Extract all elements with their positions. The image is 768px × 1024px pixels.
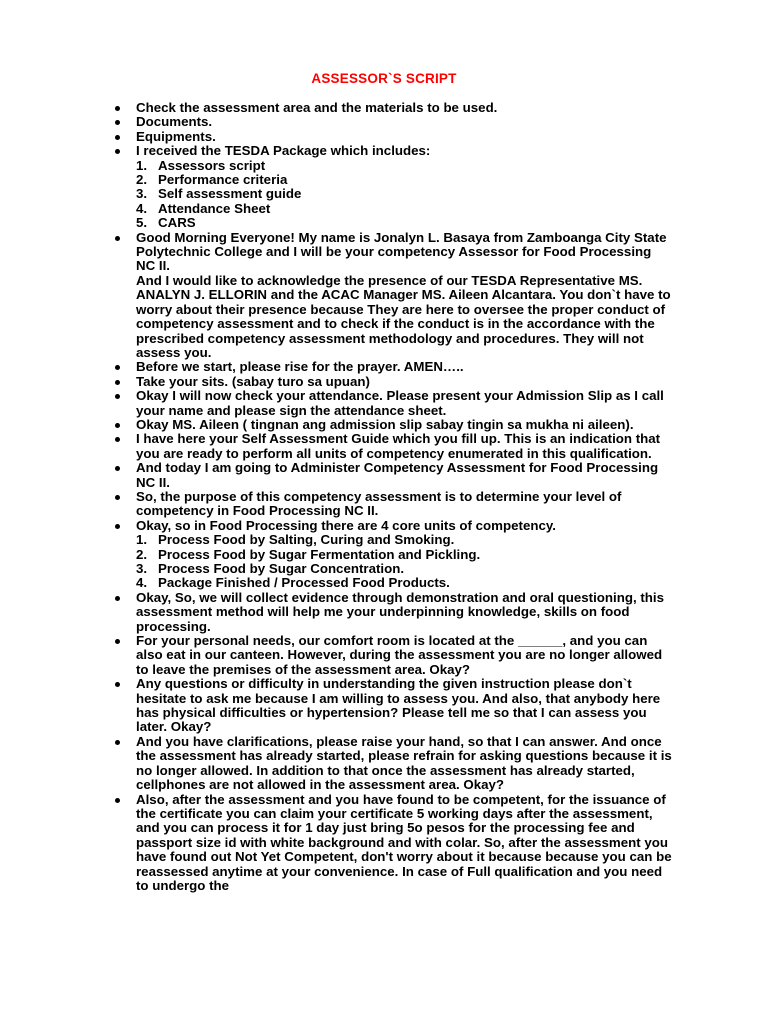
list-item xyxy=(112,130,672,144)
item-number: 4. xyxy=(136,200,148,216)
item-text: And you have clarifications, please raise your hand, so that I can answer. And once the assessment has already started, please refrain for asking questions because it is no longer allowed. In addition to that once the assessment has already started, cellphones are not allowed in the assessment area. Okay? xyxy=(136,733,672,793)
item-text: Take your sits. (sabay turo sa upuan) xyxy=(136,373,370,389)
item-text: For your personal needs, our comfort room is located at the ______, and you can also eat in our canteen. However, during the assessment you are no longer allowed to leave the premises of the assessment area. Okay? xyxy=(136,633,663,677)
bullet-icon xyxy=(115,596,120,601)
item-text: Documents. xyxy=(136,114,213,130)
list-item xyxy=(112,490,672,519)
item-text: Okay I will now check your attendance. Please present your Admission Slip as I call your name and please sign the attendance sheet. xyxy=(136,388,664,418)
list-item xyxy=(112,432,672,461)
list-item xyxy=(112,101,672,115)
bullet-icon xyxy=(115,682,120,687)
item-text: Check the assessment area and the materials to be used. xyxy=(136,100,498,115)
bullet-icon xyxy=(115,639,120,644)
package-list-item xyxy=(136,216,672,230)
document-body xyxy=(112,101,672,893)
bullet-icon xyxy=(115,149,120,154)
document-title: ASSESSOR`S SCRIPT xyxy=(311,71,457,86)
list-item xyxy=(112,375,672,389)
item-text: And today I am going to Administer Competency Assessment for Food Processing NC II. xyxy=(136,460,659,490)
item-number: 1. xyxy=(136,532,148,548)
bullet-icon xyxy=(115,120,120,125)
item-text: Assessors script xyxy=(158,157,266,173)
package-list-item xyxy=(136,202,672,216)
item-text: I have here your Self Assessment Guide which you fill up. This is an indication that you are ready to perform all units of competency enumerated in this qualification. xyxy=(136,431,661,461)
list-item xyxy=(112,360,672,374)
item-text: Process Food by Salting, Curing and Smoking. xyxy=(158,532,455,548)
bullet-icon xyxy=(115,740,120,745)
bullet-icon xyxy=(115,106,120,111)
package-list xyxy=(136,159,672,231)
units-list xyxy=(136,533,672,591)
package-list-item xyxy=(136,159,672,173)
bullet-icon xyxy=(115,236,120,241)
item-number: 1. xyxy=(136,157,148,173)
item-number: 3. xyxy=(136,186,148,202)
list-item xyxy=(112,519,672,591)
item-number: 2. xyxy=(136,172,148,188)
unit-list-item xyxy=(136,576,672,590)
item-text: Before we start, please rise for the prayer. AMEN….. xyxy=(136,359,464,375)
bullet-icon xyxy=(115,135,120,140)
item-number: 3. xyxy=(136,561,148,576)
bullet-icon xyxy=(115,423,120,428)
item-text: Process Food by Sugar Fermentation and Pickling. xyxy=(158,546,481,562)
list-item xyxy=(112,418,672,432)
list-item xyxy=(112,389,672,418)
bullet-icon xyxy=(115,380,120,385)
item-text: Equipments. xyxy=(136,128,216,144)
item-text: Self assessment guide xyxy=(158,186,302,202)
item-text: Good Morning Everyone! My name is Jonalyn L. Basaya from Zamboanga City State Polytechnic College and I will be your competency Assessor for Food Processing NC II. And I would like to acknowledge the presence of our TESDA Representative MS. ANALYN J. ELLORIN and the ACAC Manager MS. Aileen Alcantara. You don`t have to worry about their presence because They are here to oversee the proper conduct of competency assessment and to check if the conduct is in the accordance with the prescribed competency assessment methodology and procedures. They will not assess you. xyxy=(136,229,671,360)
item-text: CARS xyxy=(158,215,196,231)
item-text: Performance criteria xyxy=(158,172,288,188)
item-text: Any questions or difficulty in understanding the given instruction please don`t hesitate to ask me because I am willing to assess you. And also, that anybody here has physical difficulties or hypertension? Please tell me so that I can assess you later. Okay? xyxy=(136,676,661,735)
bullet-icon xyxy=(115,365,120,370)
item-text: Okay, So, we will collect evidence through demonstration and oral questioning, this assessment method will help me your underpinning knowledge, skills on food processing. xyxy=(136,589,665,634)
package-list-item xyxy=(136,187,672,201)
unit-list-item xyxy=(136,548,672,562)
item-number: 4. xyxy=(136,575,148,591)
script-bullet-list xyxy=(112,101,672,893)
list-item xyxy=(112,115,672,129)
bullet-icon xyxy=(115,466,120,471)
list-item xyxy=(112,461,672,490)
list-item xyxy=(112,735,672,793)
item-text: Okay, so in Food Processing there are 4 core units of competency. xyxy=(136,517,556,533)
package-list-item xyxy=(136,173,672,187)
item-text: Attendance Sheet xyxy=(158,200,271,216)
item-text: Package Finished / Processed Food Products. xyxy=(158,575,450,591)
list-item xyxy=(112,231,672,361)
bullet-icon xyxy=(115,495,120,500)
bullet-icon xyxy=(115,437,120,442)
bullet-icon xyxy=(115,524,120,529)
item-text: Okay MS. Aileen ( tingnan ang admission slip sabay tingin sa mukha ni aileen). xyxy=(136,416,634,432)
bullet-icon xyxy=(115,394,120,399)
list-item xyxy=(112,793,672,894)
bullet-icon xyxy=(115,798,120,803)
list-item xyxy=(112,677,672,735)
item-number: 2. xyxy=(136,546,148,562)
item-text: Also, after the assessment and you have found to be competent, for the issuance of the certificate you can claim your certificate 5 working days after the assessment, and you can process it for 1 day just bring 5o pesos for the processing fee and passport size id with white background and with colar. So, after the assessment you have found out Not Yet Competent, don't worry about it because because you can be reassessed anytime at your convenience. In case of Full qualification and you need to undergo the xyxy=(136,791,672,893)
list-item xyxy=(112,591,672,634)
unit-list-item xyxy=(136,562,672,576)
item-text: So, the purpose of this competency assessment is to determine your level of competency in Food Processing NC II. xyxy=(136,488,622,519)
list-item xyxy=(112,144,672,230)
item-text: I received the TESDA Package which includes: xyxy=(136,143,431,159)
item-number: 5. xyxy=(136,215,148,231)
unit-list-item xyxy=(136,533,672,547)
item-text: Process Food by Sugar Concentration. xyxy=(158,561,405,576)
list-item xyxy=(112,634,672,677)
